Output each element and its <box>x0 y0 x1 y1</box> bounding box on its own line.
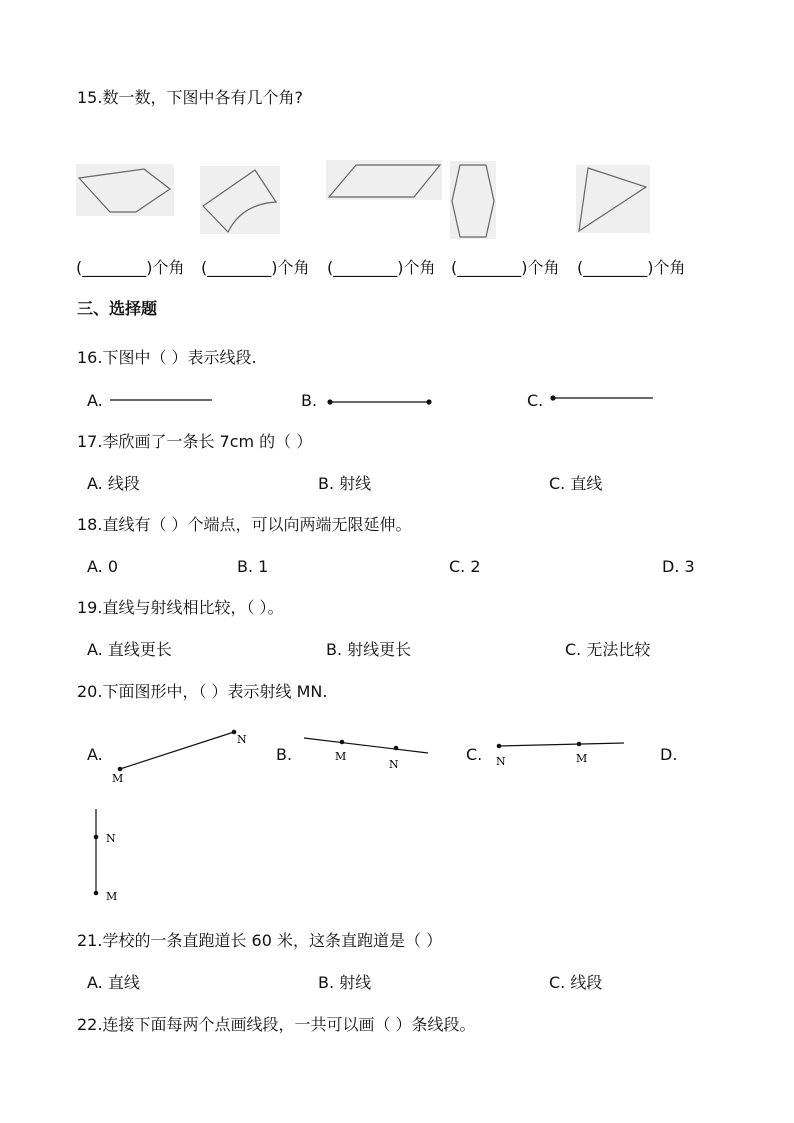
section-title: 三、选择题 <box>77 299 158 318</box>
q15-figure-curved-shape <box>200 166 282 236</box>
q21-option-c[interactable]: C. 线段 <box>549 973 603 992</box>
q19-option-b[interactable]: B. 射线更长 <box>326 640 412 659</box>
question-16-text: 16.下图中（ ）表示线段. <box>77 348 257 367</box>
q17-option-b[interactable]: B. 射线 <box>318 474 372 493</box>
q19-option-a[interactable]: A. 直线更长 <box>87 640 172 659</box>
q16-figure-a-line <box>110 395 214 405</box>
question-21-text: 21.学校的一条直跑道长 60 米，这条直跑道是（ ） <box>77 931 443 950</box>
q20-option-d[interactable]: D. <box>660 745 678 764</box>
q16-option-a[interactable]: A. <box>87 391 103 410</box>
question-20-text: 20.下面图形中，（ ）表示射线 MN. <box>77 682 328 701</box>
question-22-text: 22.连接下面每两个点画线段，一共可以画（ ）条线段。 <box>77 1015 476 1034</box>
question-15-text: 15.数一数，下图中各有几个角? <box>77 88 303 107</box>
q16-option-c[interactable]: C. <box>527 391 544 410</box>
question-18-text: 18.直线有（ ）个端点，可以向两端无限延伸。 <box>77 515 412 534</box>
q20-option-b[interactable]: B. <box>276 745 293 764</box>
q18-option-b[interactable]: B. 1 <box>237 557 269 576</box>
q15-figure-hexagon <box>450 161 498 241</box>
q20-figure-b <box>302 734 432 774</box>
q21-option-a[interactable]: A. 直线 <box>87 973 140 992</box>
q20-a-label-n: N <box>237 733 247 746</box>
q15-figure-parallelogram <box>326 160 444 202</box>
q20-c-label-n: N <box>496 755 506 768</box>
q15-answer-blank-4[interactable]: (________)个角 <box>451 258 560 277</box>
q15-figure-quadrilateral <box>76 164 176 218</box>
q15-answer-blank-5[interactable]: (________)个角 <box>577 258 686 277</box>
q20-c-label-m: M <box>576 752 588 765</box>
q20-figure-d <box>88 805 128 905</box>
q20-option-a[interactable]: A. <box>87 745 103 764</box>
q15-answer-blank-1[interactable]: (________)个角 <box>76 258 185 277</box>
q20-b-label-n: N <box>389 758 399 771</box>
q15-answer-blank-2[interactable]: (________)个角 <box>201 258 310 277</box>
q15-answer-blank-3[interactable]: (________)个角 <box>327 258 436 277</box>
q15-figure-triangle <box>576 165 652 235</box>
q16-figure-b-segment <box>326 397 434 407</box>
q19-option-c[interactable]: C. 无法比较 <box>565 640 651 659</box>
q18-option-c[interactable]: C. 2 <box>449 557 481 576</box>
q21-option-b[interactable]: B. 射线 <box>318 973 372 992</box>
q20-option-c[interactable]: C. <box>466 745 483 764</box>
question-17-text: 17.李欣画了一条长 7cm 的（ ） <box>77 432 313 451</box>
q16-option-b[interactable]: B. <box>301 391 318 410</box>
q18-option-d[interactable]: D. 3 <box>662 557 695 576</box>
q20-figure-a <box>106 724 252 786</box>
q20-d-label-n: N <box>106 832 116 845</box>
q20-d-label-m: M <box>106 890 118 903</box>
q17-option-a[interactable]: A. 线段 <box>87 474 140 493</box>
q20-figure-c <box>494 738 628 770</box>
q17-option-c[interactable]: C. 直线 <box>549 474 603 493</box>
q16-figure-c-ray <box>549 393 655 403</box>
question-19-text: 19.直线与射线相比较，（ ）。 <box>77 598 284 617</box>
q20-a-label-m: M <box>112 772 124 785</box>
q18-option-a[interactable]: A. 0 <box>87 557 119 576</box>
q20-b-label-m: M <box>335 750 347 763</box>
